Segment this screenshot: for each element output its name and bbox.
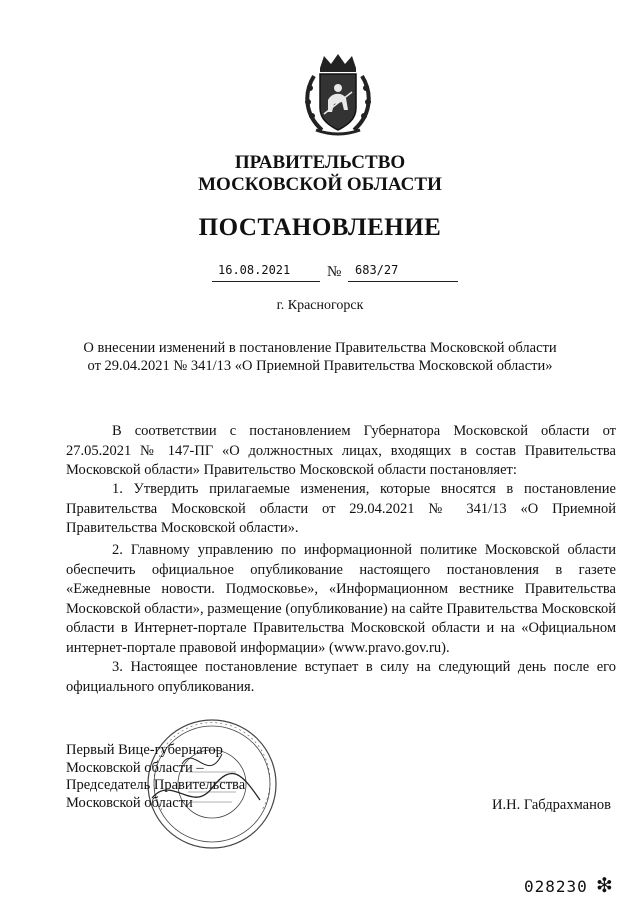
subject-line2: от 29.04.2021 № 341/13 «О Приемной Правительства Московской области» bbox=[87, 358, 553, 374]
signatory-title-line: Московской области – bbox=[66, 759, 204, 776]
document-number: 683/27 bbox=[355, 263, 399, 277]
body-paragraph-item3 bbox=[66, 658, 616, 697]
signatory-title-line: Председатель Правительства bbox=[66, 777, 246, 793]
city: г. Красногорск bbox=[276, 298, 364, 313]
paragraph-text: 1. Утвердить прилагаемые изменения, которые вносятся в постановление Правительства Московской области от 29.04.2021 № 341/13 «О Приемной Правительства Московской области». bbox=[66, 481, 616, 536]
body-paragraph-item2 bbox=[66, 541, 616, 658]
body-paragraph-item1 bbox=[66, 480, 616, 539]
document-type-title: ПОСТАНОВЛЕНИЕ bbox=[198, 214, 442, 241]
body-paragraph-preamble bbox=[66, 422, 616, 481]
subject-line1: О внесении изменений в постановление Правительства Московской области bbox=[83, 340, 557, 356]
government-name-line1: ПРАВИТЕЛЬСТВО bbox=[234, 152, 406, 173]
serial-number: 028230 bbox=[524, 877, 588, 896]
paragraph-text: В соответствии с постановлением Губернатора Московской области от 27.05.2021 № 147-ПГ «О должностных лицах, входящих в состав Правительства Московской области» Правительство Московской области постановляет: bbox=[66, 423, 616, 478]
signatory-title-line: Московской области bbox=[66, 794, 193, 811]
snowflake-mark-icon: ❇ bbox=[596, 875, 613, 897]
paragraph-text: 3. Настоящее постановление вступает в силу на следующий день после его официального опубликования. bbox=[66, 659, 616, 695]
signatory-title bbox=[66, 742, 245, 812]
document-date: 16.08.2021 bbox=[218, 263, 291, 277]
signatory-title-line: Первый Вице-губернатор bbox=[66, 742, 223, 758]
paragraph-text: 2. Главному управлению по информационной политике Московской области обеспечить официальное опубликование настоящего постановления в газете «Ежедневные новости. Подмосковье», «Информационном вестнике Правительства Московской области», размещение (опубликование) на сайте Правительства Московской области в Интернет-портале Правительства Московской области и на «Официальном интернет-портале правовой информации» (www.pravo.gov.ru). bbox=[66, 542, 616, 656]
number-sign: № bbox=[327, 264, 342, 280]
government-name-line2: МОСКОВСКОЙ ОБЛАСТИ bbox=[198, 174, 442, 195]
coat-of-arms-emblem bbox=[300, 52, 376, 136]
signatory-name: И.Н. Габдрахманов bbox=[492, 797, 611, 813]
